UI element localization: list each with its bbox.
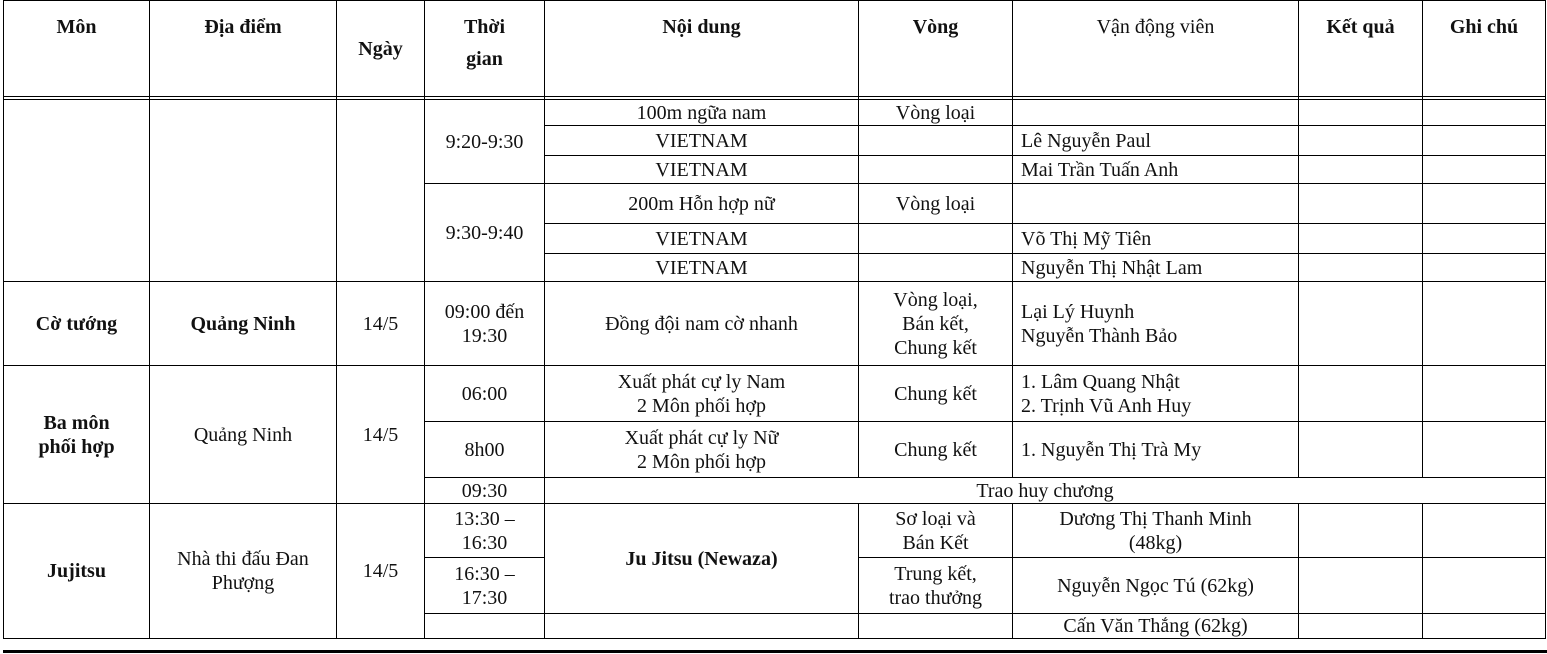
jujitsu-venue (150, 504, 337, 639)
xiangqi-date: 14/5 (337, 282, 425, 366)
table-row (4, 100, 1546, 126)
round-cell (859, 614, 1013, 639)
duathlon-sport (4, 366, 150, 504)
duathlon-date: 14/5 (337, 366, 425, 504)
result-cell (1299, 126, 1423, 156)
header-ngay: Ngày (337, 1, 425, 97)
swimming-slot2-event: 200m Hỗn hợp nữ (545, 184, 859, 224)
round-cell (859, 224, 1013, 254)
jujitsu-slot1-time-line-1: 13:30 – (454, 507, 515, 530)
duathlon-sport-line-2: phối hợp (38, 435, 115, 458)
round-cell (859, 254, 1013, 282)
jujitsu-slot2-round-line-1: Trung kết, (894, 562, 977, 585)
jujitsu-athlete-1-line-1: Dương Thị Thanh Minh (1059, 507, 1252, 530)
xiangqi-time (425, 282, 545, 366)
result-cell (1299, 614, 1423, 639)
result-cell (1299, 224, 1423, 254)
header-row (4, 1, 1546, 97)
result-cell (1299, 422, 1423, 478)
table-row (4, 282, 1546, 366)
duathlon-race1-event-line-2: 2 Môn phối hợp (637, 394, 766, 417)
note-cell (1423, 366, 1546, 422)
jujitsu-athlete-1 (1013, 504, 1299, 558)
athlete-cell: Võ Thị Mỹ Tiên (1013, 224, 1299, 254)
event-cell (545, 614, 859, 639)
duathlon-race1-time: 06:00 (425, 366, 545, 422)
jujitsu-slot1-round-line-2: Bán Kết (902, 531, 969, 554)
jujitsu-venue-line-2: Phượng (211, 572, 275, 594)
athlete-cell: Nguyễn Thị Nhật Lam (1013, 254, 1299, 282)
jujitsu-slot1-round-line-1: Sơ loại và (895, 507, 976, 530)
jujitsu-athlete-1-line-2: (48kg) (1128, 531, 1183, 554)
time-cell (425, 614, 545, 639)
jujitsu-event: Ju Jitsu (Newaza) (545, 504, 859, 614)
header-noi-dung: Nội dung (545, 1, 859, 97)
header-ket-qua: Kết quả (1299, 1, 1423, 97)
duathlon-race1-athlete-2: 2. Trịnh Vũ Anh Huy (1021, 394, 1192, 417)
jujitsu-slot1-round (859, 504, 1013, 558)
header-vong: Vòng (859, 1, 1013, 97)
header-thoi-gian (425, 1, 545, 97)
header-thoi-gian-line-1: Thời (463, 16, 506, 38)
athlete-cell: Lê Nguyễn Paul (1013, 126, 1299, 156)
xiangqi-round-line-1: Vòng loại, (893, 288, 978, 311)
xiangqi-athlete-1: Lại Lý Huynh (1021, 300, 1135, 323)
note-cell (1423, 422, 1546, 478)
duathlon-race1-athletes (1013, 366, 1299, 422)
xiangqi-time-line-1: 09:00 đến (444, 300, 525, 323)
xiangqi-round (859, 282, 1013, 366)
schedule-sheet (3, 0, 1547, 654)
xiangqi-athletes (1013, 282, 1299, 366)
swimming-sport-cell (4, 100, 150, 282)
jujitsu-slot2-round-line-2: trao thưởng (888, 586, 983, 609)
result-cell (1299, 558, 1423, 614)
duathlon-ceremony-time: 09:30 (425, 478, 545, 504)
duathlon-race1-athlete-1: 1. Lâm Quang Nhật (1021, 370, 1180, 393)
duathlon-race1-event-line-1: Xuất phát cự ly Nam (617, 370, 786, 393)
jujitsu-date: 14/5 (337, 504, 425, 639)
note-cell (1423, 224, 1546, 254)
jujitsu-athlete-2: Nguyễn Ngọc Tú (62kg) (1013, 558, 1299, 614)
jujitsu-slot2-time-line-1: 16:30 – (454, 562, 515, 585)
header-ghi-chu: Ghi chú (1423, 1, 1546, 97)
note-cell (1423, 614, 1546, 639)
jujitsu-athlete-3: Cấn Văn Thắng (62kg) (1013, 614, 1299, 639)
swimming-slot1-round: Vòng loại (859, 100, 1013, 126)
xiangqi-round-line-2: Bán kết, (902, 312, 969, 335)
swimming-slot1-event: 100m ngữa nam (545, 100, 859, 126)
table-row (4, 366, 1546, 422)
result-cell (1299, 282, 1423, 366)
competition-schedule-table (3, 0, 1546, 639)
duathlon-race2-round: Chung kết (859, 422, 1013, 478)
jujitsu-slot2-time-line-2: 17:30 (461, 586, 508, 609)
note-cell (1423, 100, 1546, 126)
xiangqi-event: Đồng đội nam cờ nhanh (545, 282, 859, 366)
athlete-cell (1013, 184, 1299, 224)
team-cell: VIETNAM (545, 156, 859, 184)
duathlon-race2-athlete: 1. Nguyễn Thị Trà My (1013, 422, 1299, 478)
round-cell (859, 126, 1013, 156)
duathlon-race2-event-line-2: 2 Môn phối hợp (637, 450, 766, 473)
swimming-date-cell (337, 100, 425, 282)
result-cell (1299, 254, 1423, 282)
team-cell: VIETNAM (545, 224, 859, 254)
duathlon-race1-event (545, 366, 859, 422)
note-cell (1423, 504, 1546, 558)
jujitsu-venue-line-1: Nhà thi đấu Đan (177, 548, 309, 570)
jujitsu-slot1-time-line-2: 16:30 (461, 531, 508, 554)
result-cell (1299, 100, 1423, 126)
duathlon-sport-line-1: Ba môn (43, 411, 110, 434)
xiangqi-athlete-2: Nguyễn Thành Bảo (1021, 324, 1178, 347)
result-cell (1299, 156, 1423, 184)
note-cell (1423, 254, 1546, 282)
header-van-dong-vien: Vận động viên (1013, 1, 1299, 97)
note-cell (1423, 126, 1546, 156)
note-cell (1423, 156, 1546, 184)
duathlon-race2-event-line-1: Xuất phát cự ly Nữ (624, 426, 779, 449)
duathlon-race2-event (545, 422, 859, 478)
athlete-cell (1013, 100, 1299, 126)
header-mon: Môn (4, 1, 150, 97)
athlete-cell: Mai Trần Tuấn Anh (1013, 156, 1299, 184)
header-dia-diem: Địa điểm (150, 1, 337, 97)
jujitsu-sport: Jujitsu (4, 504, 150, 639)
jujitsu-slot2-round (859, 558, 1013, 614)
duathlon-race2-time: 8h00 (425, 422, 545, 478)
note-cell (1423, 558, 1546, 614)
duathlon-ceremony-label: Trao huy chương (545, 478, 1546, 504)
round-cell (859, 156, 1013, 184)
swimming-slot2-time: 9:30-9:40 (425, 184, 545, 282)
table-row (4, 504, 1546, 558)
xiangqi-sport: Cờ tướng (4, 282, 150, 366)
result-cell (1299, 366, 1423, 422)
xiangqi-venue: Quảng Ninh (150, 282, 337, 366)
swimming-slot1-time: 9:20-9:30 (425, 100, 545, 184)
duathlon-race1-round: Chung kết (859, 366, 1013, 422)
xiangqi-time-line-2: 19:30 (461, 324, 508, 347)
note-cell (1423, 184, 1546, 224)
result-cell (1299, 504, 1423, 558)
xiangqi-round-line-3: Chung kết (894, 336, 977, 359)
team-cell: VIETNAM (545, 254, 859, 282)
header-thoi-gian-line-2: gian (466, 48, 503, 70)
bottom-border-rule (3, 650, 1547, 653)
swimming-slot2-round: Vòng loại (859, 184, 1013, 224)
result-cell (1299, 184, 1423, 224)
note-cell (1423, 282, 1546, 366)
team-cell: VIETNAM (545, 126, 859, 156)
jujitsu-slot2-time (425, 558, 545, 614)
jujitsu-slot1-time (425, 504, 545, 558)
swimming-venue-cell (150, 100, 337, 282)
duathlon-venue: Quảng Ninh (150, 366, 337, 504)
